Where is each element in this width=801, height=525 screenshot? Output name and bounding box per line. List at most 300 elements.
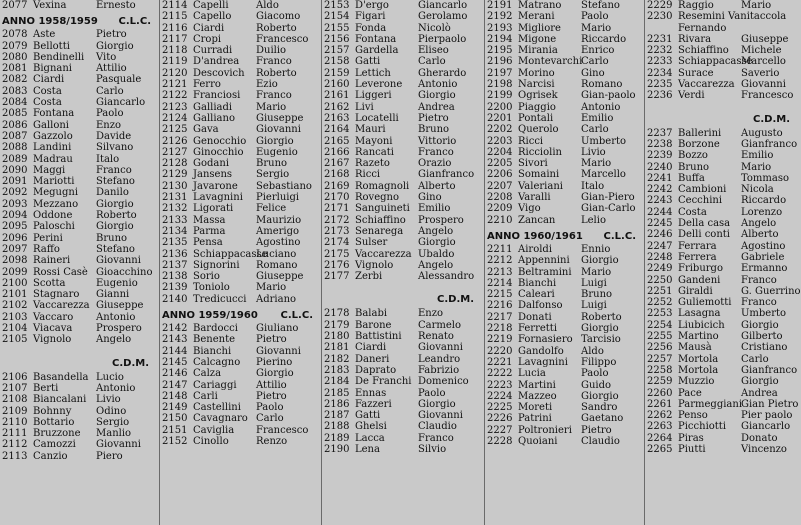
surname: Ferrera [678, 251, 717, 263]
first-name: Bruno [581, 289, 613, 301]
entry-number: 2119 [162, 56, 188, 68]
first-name: Ennio [581, 243, 611, 255]
entry-number: 2258 [647, 364, 673, 376]
surname: Piaggio [518, 101, 556, 113]
first-name: Adriano [256, 293, 297, 305]
list-item [645, 320, 800, 331]
first-name: Bruno [256, 158, 288, 170]
entry-number: 2179 [324, 319, 350, 331]
list-item [0, 52, 159, 63]
entry-number: 2260 [647, 387, 673, 399]
list-item [0, 406, 159, 417]
entry-number: 2157 [324, 45, 350, 57]
list-item [645, 68, 800, 79]
entry-number: 2188 [324, 421, 350, 433]
entry-number: 2131 [162, 192, 188, 204]
list-item [160, 136, 321, 147]
surname: Fazzeri [355, 398, 392, 410]
surname: Stagnaro [33, 289, 80, 301]
entry-number: 2175 [324, 248, 350, 260]
surname: Lacca [355, 432, 385, 444]
entry-number: 2087 [2, 130, 28, 142]
list-item [485, 334, 644, 345]
first-name: Aldo [256, 0, 279, 11]
surname: Liubicich [678, 319, 725, 331]
year-header [0, 15, 159, 29]
list-item [160, 56, 321, 67]
entry-number: 2196 [487, 56, 513, 68]
surname: Schiappacasse [678, 56, 753, 68]
entry-number: 2210 [487, 214, 513, 226]
first-name: Romano [581, 79, 623, 91]
entry-number: 2112 [2, 439, 28, 451]
surname: Bignani [33, 63, 72, 75]
first-name: Ezio [256, 79, 278, 91]
entry-number: 2104 [2, 323, 28, 335]
entry-number: 2108 [2, 394, 28, 406]
first-name: Vittorio [418, 135, 457, 147]
list-item [0, 394, 159, 405]
first-name: Umberto [581, 135, 627, 147]
first-name: Mario [256, 282, 287, 294]
list-item [645, 150, 800, 161]
entry-number: 2262 [647, 410, 673, 422]
list-item [0, 108, 159, 119]
surname: Vaccarezza [33, 300, 90, 312]
surname: Senarega [355, 225, 404, 237]
entry-number: 2160 [324, 79, 350, 91]
entry-number: 2082 [2, 74, 28, 86]
list-item [485, 215, 644, 226]
entry-number: 2243 [647, 195, 673, 207]
first-name: Alberto [418, 180, 456, 192]
surname: Mauri [355, 124, 386, 136]
surname: Mirania [518, 45, 558, 57]
first-name: Eliseo [418, 45, 449, 57]
entry-number: 2261 [647, 398, 673, 410]
surname: Biancalani [33, 394, 87, 406]
surname: Gatti [355, 56, 381, 68]
entry-number: 2177 [324, 271, 350, 283]
surname: Piras [678, 432, 704, 444]
first-name: Bruno [418, 124, 450, 136]
first-name: Giovanni [96, 439, 141, 451]
column-1 [0, 0, 160, 525]
surname: Schiaffino [355, 214, 406, 226]
first-name: Giovanni [96, 255, 141, 267]
surname: Lucia [518, 368, 546, 380]
surname: Gandeni [678, 274, 721, 286]
surname: Appennini [518, 255, 570, 267]
entry-number: 2195 [487, 45, 513, 57]
list-item [160, 334, 321, 345]
entry-number: 2204 [487, 146, 513, 158]
list-item [0, 176, 159, 187]
list-item [645, 354, 800, 365]
first-name: Pierluigi [256, 192, 300, 204]
first-name: Luigi [581, 277, 607, 289]
surname: Caviglia [193, 424, 235, 436]
entry-number: 2206 [487, 169, 513, 181]
surname: Galloni [33, 119, 70, 131]
first-name: Riccardo [581, 33, 627, 45]
entry-number: 2084 [2, 97, 28, 109]
list-item [645, 173, 800, 184]
entry-number: 2216 [487, 300, 513, 312]
entry-number: 2077 [2, 0, 28, 11]
first-name: Giorgio [581, 255, 619, 267]
entry-number: 2111 [2, 428, 28, 440]
surname: Cropi [193, 33, 222, 45]
surname: Benente [193, 334, 236, 346]
list-item [645, 331, 800, 342]
surname: Figari [355, 11, 386, 23]
list-item [645, 11, 800, 34]
list-item [0, 97, 159, 108]
list-item [160, 147, 321, 158]
first-name: Giorgio [96, 198, 134, 210]
first-name: Luigi [581, 300, 607, 312]
surname: Vaccarezza [678, 79, 735, 91]
first-name: Enzo [418, 308, 444, 320]
list-item [0, 86, 159, 97]
list-item [0, 334, 159, 345]
entry-number: 2107 [2, 382, 28, 394]
list-item [322, 399, 484, 410]
first-name: Francesco [256, 33, 309, 45]
surname: Curradi [193, 45, 233, 57]
surname: Airoldi [518, 243, 553, 255]
surname: Fontana [355, 33, 397, 45]
entry-number: 2167 [324, 158, 350, 170]
surname: Rancati [355, 146, 394, 158]
first-name: Carlo [256, 413, 284, 425]
first-name: Luciano [256, 248, 297, 260]
surname: Penso [678, 410, 708, 422]
first-name: Silvio [418, 443, 447, 455]
surname: Giraldi [678, 285, 713, 297]
list-item [322, 331, 484, 342]
year-header [485, 230, 644, 244]
column-5 [645, 0, 800, 525]
first-name: Leandro [418, 353, 461, 365]
entry-number: 2200 [487, 101, 513, 113]
list-item [485, 289, 644, 300]
surname: Gardella [355, 45, 399, 57]
first-name: Danilo [96, 187, 129, 199]
entry-number: 2156 [324, 33, 350, 45]
surname: Landini [33, 142, 72, 154]
surname: Rivara [678, 33, 712, 45]
surname: Muzzio [678, 376, 715, 388]
entry-number: 2185 [324, 387, 350, 399]
entry-number: 2265 [647, 443, 673, 455]
list-item [160, 402, 321, 413]
entry-number: 2105 [2, 334, 28, 346]
first-name: Tarcisio [581, 334, 621, 346]
surname: Pontali [518, 112, 554, 124]
list-item [160, 11, 321, 22]
surname: Ferretti [518, 323, 558, 335]
surname: Franciosi [193, 90, 241, 102]
surname: Quoiani [518, 435, 558, 447]
list-item [322, 169, 484, 180]
list-item [160, 226, 321, 237]
surname: De Franchi [355, 376, 412, 388]
surname: Livi [355, 101, 374, 113]
entry-number: 2166 [324, 146, 350, 158]
first-name: Giuseppe [741, 33, 789, 45]
entry-number: 2151 [162, 424, 188, 436]
entry-number: 2120 [162, 67, 188, 79]
first-name: Giorgio [418, 237, 456, 249]
entry-number: 2225 [487, 402, 513, 414]
year-title: ANNO 1958/1959 [2, 16, 98, 28]
list-item [485, 113, 644, 124]
surname: Delli conti [678, 229, 730, 241]
surname: Valeriani [518, 180, 563, 192]
first-name: Gilberto [741, 331, 783, 343]
entry-number: 2194 [487, 33, 513, 45]
list-item [0, 439, 159, 450]
list-item [160, 124, 321, 135]
entry-number: 2122 [162, 90, 188, 102]
list-item [322, 11, 484, 22]
first-name: Odino [96, 405, 127, 417]
list-item [485, 136, 644, 147]
entry-number: 2144 [162, 345, 188, 357]
surname: Lena [355, 443, 380, 455]
first-name: Agostino [741, 240, 786, 252]
list-item [322, 68, 484, 79]
surname: Costa [33, 85, 62, 97]
surname: Zancan [518, 214, 556, 226]
entry-number: 2140 [162, 293, 188, 305]
first-name: Emilio [741, 150, 774, 162]
list-item [160, 249, 321, 260]
list-item [645, 399, 800, 410]
surname: Gava [193, 124, 219, 136]
entry-number: 2109 [2, 405, 28, 417]
entry-number: 2255 [647, 331, 673, 343]
surname: Oddone [33, 210, 73, 222]
surname: Ciardi [33, 74, 65, 86]
first-name: Franco [741, 297, 777, 309]
year-title: ANNO 1960/1961 [487, 230, 583, 242]
list-item [485, 244, 644, 255]
surname: Signorini [193, 259, 240, 271]
list-item [160, 0, 321, 11]
entry-number: 2091 [2, 176, 28, 188]
first-name: Umberto [741, 308, 787, 320]
entry-number: 2221 [487, 356, 513, 368]
list-item [322, 237, 484, 248]
entry-number: 2223 [487, 379, 513, 391]
entry-number: 2146 [162, 368, 188, 380]
entry-number: 2226 [487, 413, 513, 425]
entry-number: 2138 [162, 271, 188, 283]
surname: Ligorati [193, 203, 234, 215]
list-item [322, 90, 484, 101]
first-name: Giuseppe [256, 112, 304, 124]
list-item [485, 90, 644, 101]
list-item [645, 286, 800, 297]
list-item [645, 184, 800, 195]
list-item [322, 56, 484, 67]
first-name: Duilio [256, 45, 287, 57]
first-name: Antonio [96, 382, 136, 394]
section-label: C.D.M. [437, 294, 474, 306]
first-name: Gianfranco [418, 169, 475, 181]
first-name: Paolo [581, 11, 609, 23]
entry-number: 2247 [647, 240, 673, 252]
entry-number: 2094 [2, 210, 28, 222]
surname: Massa [193, 214, 226, 226]
entry-number: 2113 [2, 450, 28, 462]
entry-number: 2132 [162, 203, 188, 215]
list-item [485, 45, 644, 56]
list-item [485, 68, 644, 79]
entry-number: 2219 [487, 334, 513, 346]
surname: Calza [193, 368, 222, 380]
surname: Raggio [678, 0, 714, 11]
list-item [322, 192, 484, 203]
surname: Perini [33, 232, 63, 244]
list-item [160, 181, 321, 192]
entry-number: 2176 [324, 259, 350, 271]
surname: Morino [518, 67, 555, 79]
section-label: C.D.M. [753, 113, 790, 125]
list-item [160, 34, 321, 45]
first-name: Lorenzo [741, 206, 783, 218]
org-label: C.L.C. [118, 16, 151, 28]
entry-number: 2198 [487, 79, 513, 91]
surname: Ballerini [678, 127, 722, 139]
first-name: Roberto [96, 210, 137, 222]
list-item [645, 218, 800, 229]
entry-number: 2123 [162, 101, 188, 113]
list-item [160, 23, 321, 34]
first-name: Michele [741, 45, 782, 57]
entry-number: 2213 [487, 266, 513, 278]
entry-number: 2193 [487, 22, 513, 34]
surname: Genocchio [193, 135, 247, 147]
surname: Ciardi [355, 342, 387, 354]
surname: Beltramini [518, 266, 572, 278]
surname: Mayoni [355, 135, 393, 147]
first-name: Pier paolo [741, 410, 793, 422]
list-item [645, 139, 800, 150]
list-item [0, 267, 159, 278]
entry-number: 2136 [162, 248, 188, 260]
surname: Bianchi [518, 277, 557, 289]
first-name: Giovanni [418, 342, 463, 354]
entry-number: 2134 [162, 225, 188, 237]
entry-number: 2241 [647, 172, 673, 184]
first-name: Giovanni [256, 124, 301, 136]
first-name: Giorgio [256, 368, 294, 380]
entry-number: 2252 [647, 297, 673, 309]
surname: Sanguineti [355, 203, 410, 215]
surname: Ciardi [193, 22, 225, 34]
first-name: Attilio [96, 63, 127, 75]
first-name: Claudio [581, 435, 620, 447]
list-item [485, 312, 644, 323]
list-item [160, 203, 321, 214]
entry-number: 2248 [647, 251, 673, 263]
column-2 [160, 0, 322, 525]
entry-number: 2187 [324, 410, 350, 422]
list-item [0, 255, 159, 266]
first-name: Eugenio [256, 146, 298, 158]
surname: Calcagno [193, 356, 241, 368]
entry-number: 2100 [2, 277, 28, 289]
surname: Ricciolin [518, 146, 562, 158]
list-item [0, 300, 159, 311]
surname: Piutti [678, 443, 706, 455]
first-name: Pierpaolo [418, 33, 467, 45]
first-name: Francesco [741, 90, 794, 102]
entry-number: 2118 [162, 45, 188, 57]
entry-number: 2245 [647, 218, 673, 230]
first-name: Gianfranco [741, 364, 798, 376]
first-name: Emilio [418, 203, 451, 215]
entry-number: 2220 [487, 345, 513, 357]
entry-number: 2125 [162, 124, 188, 136]
list-item [485, 34, 644, 45]
first-name: Domenico [418, 376, 469, 388]
first-name: Paolo [581, 368, 609, 380]
entry-number: 2263 [647, 421, 673, 433]
first-name: Giancarlo [741, 421, 791, 433]
entry-number: 2129 [162, 169, 188, 181]
surname: Caleari [518, 289, 555, 301]
entry-number: 2145 [162, 356, 188, 368]
entry-number: 2232 [647, 45, 673, 57]
first-name: Lelio [581, 214, 606, 226]
first-name: Francesco [256, 424, 309, 436]
first-name: Donato [741, 432, 778, 444]
list-item [485, 158, 644, 169]
entry-number: 2155 [324, 22, 350, 34]
first-name: Aldo [581, 345, 604, 357]
entry-number: 2242 [647, 184, 673, 196]
first-name: Prospero [96, 323, 142, 335]
entry-number: 2182 [324, 353, 350, 365]
entry-number: 2189 [324, 432, 350, 444]
entry-number: 2152 [162, 435, 188, 447]
first-name: Sebastiano [256, 180, 312, 192]
entry-number: 2235 [647, 79, 673, 91]
first-name: Prospero [418, 214, 464, 226]
list-item [160, 79, 321, 90]
list-item [322, 342, 484, 353]
list-item [485, 124, 644, 135]
first-name: Vito [96, 51, 117, 63]
surname: Lettich [355, 67, 391, 79]
first-name: Cristiano [741, 342, 788, 354]
list-item [0, 312, 159, 323]
list-item [0, 29, 159, 40]
entry-number: 2249 [647, 263, 673, 275]
first-name: Giovanni [256, 345, 301, 357]
surname: Jansens [193, 169, 233, 181]
first-name: Marcello [581, 169, 626, 181]
first-name: Ubaldo [418, 248, 455, 260]
first-name: Gherardo [418, 67, 467, 79]
surname: Cariaggi [193, 379, 237, 391]
first-name: Carlo [418, 56, 446, 68]
